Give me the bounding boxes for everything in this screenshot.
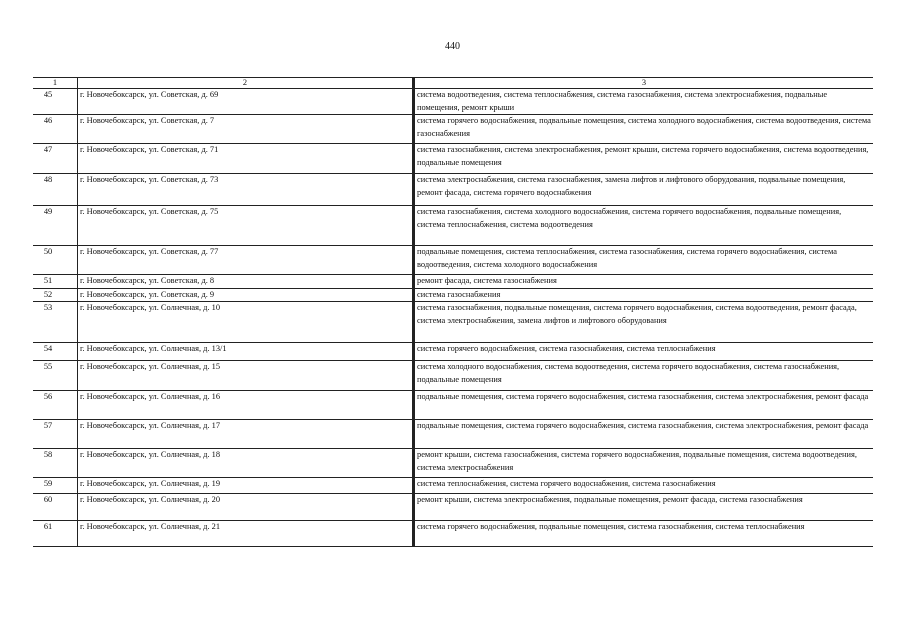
row-systems: ремонт фасада, система газоснабжения — [414, 275, 874, 289]
row-systems: система газоснабжения, подвальные помещения, система горячего водоснабжения, система водоотведения, ремонт фасада, система электроснабжения, замена лифтов и лифтового оборудования — [414, 302, 874, 343]
row-number: 47 — [33, 144, 78, 174]
row-address: г. Новочебоксарск, ул. Солнечная, д. 15 — [78, 361, 414, 391]
table-row — [33, 115, 873, 144]
table-row — [33, 288, 873, 302]
row-address: г. Новочебоксарск, ул. Советская, д. 77 — [78, 246, 414, 275]
row-number: 58 — [33, 449, 78, 478]
row-address: г. Новочебоксарск, ул. Солнечная, д. 18 — [78, 449, 414, 478]
row-systems: ремонт крыши, система газоснабжения, система горячего водоснабжения, подвальные помещения, система водоотведения, система электроснабжения — [414, 449, 874, 478]
row-systems: подвальные помещения, система горячего водоснабжения, система газоснабжения, система электроснабжения, ремонт фасада — [414, 391, 874, 420]
row-systems: система электроснабжения, система газоснабжения, замена лифтов и лифтового оборудования, подвальные помещения, ремонт фасада, система горячего водоснабжения — [414, 174, 874, 206]
header-col-3: 3 — [414, 78, 874, 89]
row-number: 48 — [33, 174, 78, 206]
table-row — [33, 420, 873, 449]
row-address: г. Новочебоксарск, ул. Советская, д. 69 — [78, 89, 414, 115]
row-systems: система теплоснабжения, система горячего водоснабжения, система газоснабжения — [414, 478, 874, 494]
row-systems: система холодного водоснабжения, система водоотведения, система горячего водоснабжения, система газоснабжения, подвальные помещения — [414, 361, 874, 391]
row-systems: система газоснабжения — [414, 288, 874, 302]
row-number: 49 — [33, 206, 78, 246]
row-address: г. Новочебоксарск, ул. Солнечная, д. 10 — [78, 302, 414, 343]
row-address: г. Новочебоксарск, ул. Советская, д. 71 — [78, 144, 414, 174]
table-row — [33, 275, 873, 289]
row-number: 51 — [33, 275, 78, 289]
page-number: 440 — [445, 41, 460, 52]
header-col-1: 1 — [33, 78, 78, 89]
table-row — [33, 246, 873, 275]
row-address: г. Новочебоксарск, ул. Солнечная, д. 13/1 — [78, 343, 414, 361]
row-address: г. Новочебоксарск, ул. Советская, д. 73 — [78, 174, 414, 206]
row-systems: подвальные помещения, система теплоснабжения, система газоснабжения, система горячего водоснабжения, система водоотведения, система холодного водоснабжения — [414, 246, 874, 275]
row-systems: ремонт крыши, система электроснабжения, подвальные помещения, ремонт фасада, система газоснабжения — [414, 494, 874, 521]
row-number: 55 — [33, 361, 78, 391]
row-systems: система газоснабжения, система холодного водоснабжения, система горячего водоснабжения, подвальные помещения, система теплоснабжения, система водоотведения — [414, 206, 874, 246]
row-number: 50 — [33, 246, 78, 275]
table-row — [33, 89, 873, 115]
table-row — [33, 478, 873, 494]
row-address: г. Новочебоксарск, ул. Солнечная, д. 21 — [78, 521, 414, 547]
row-number: 60 — [33, 494, 78, 521]
table-row — [33, 494, 873, 521]
row-number: 57 — [33, 420, 78, 449]
row-number: 59 — [33, 478, 78, 494]
row-number: 54 — [33, 343, 78, 361]
row-address: г. Новочебоксарск, ул. Советская, д. 7 — [78, 115, 414, 144]
row-number: 52 — [33, 288, 78, 302]
row-address: г. Новочебоксарск, ул. Солнечная, д. 16 — [78, 391, 414, 420]
row-systems: система горячего водоснабжения, подвальные помещения, система холодного водоснабжения, система водоотведения, система газоснабжения — [414, 115, 874, 144]
row-systems: подвальные помещения, система горячего водоснабжения, система газоснабжения, система электроснабжения, ремонт фасада — [414, 420, 874, 449]
table-row — [33, 174, 873, 206]
row-address: г. Новочебоксарск, ул. Солнечная, д. 19 — [78, 478, 414, 494]
row-address: г. Новочебоксарск, ул. Советская, д. 8 — [78, 275, 414, 289]
row-number: 46 — [33, 115, 78, 144]
table-row — [33, 449, 873, 478]
table-row — [33, 361, 873, 391]
row-address: г. Новочебоксарск, ул. Солнечная, д. 20 — [78, 494, 414, 521]
table-header-row — [33, 78, 873, 89]
row-systems: система горячего водоснабжения, система газоснабжения, система теплоснабжения — [414, 343, 874, 361]
registry-table-body — [33, 78, 873, 547]
row-systems: система горячего водоснабжения, подвальные помещения, система газоснабжения, система теплоснабжения — [414, 521, 874, 547]
registry-table — [33, 77, 873, 547]
table-row — [33, 302, 873, 343]
row-number: 45 — [33, 89, 78, 115]
row-systems: система водоотведения, система теплоснабжения, система газоснабжения, система электроснабжения, подвальные помещения, ремонт крыши — [414, 89, 874, 115]
row-number: 53 — [33, 302, 78, 343]
table-row — [33, 206, 873, 246]
row-address: г. Новочебоксарск, ул. Солнечная, д. 17 — [78, 420, 414, 449]
table-row — [33, 343, 873, 361]
row-address: г. Новочебоксарск, ул. Советская, д. 9 — [78, 288, 414, 302]
row-number: 56 — [33, 391, 78, 420]
table-row — [33, 391, 873, 420]
table-row — [33, 144, 873, 174]
row-address: г. Новочебоксарск, ул. Советская, д. 75 — [78, 206, 414, 246]
row-systems: система газоснабжения, система электроснабжения, ремонт крыши, система горячего водоснабжения, система водоотведения, подвальные помещения — [414, 144, 874, 174]
header-col-2: 2 — [78, 78, 414, 89]
table-row — [33, 521, 873, 547]
row-number: 61 — [33, 521, 78, 547]
